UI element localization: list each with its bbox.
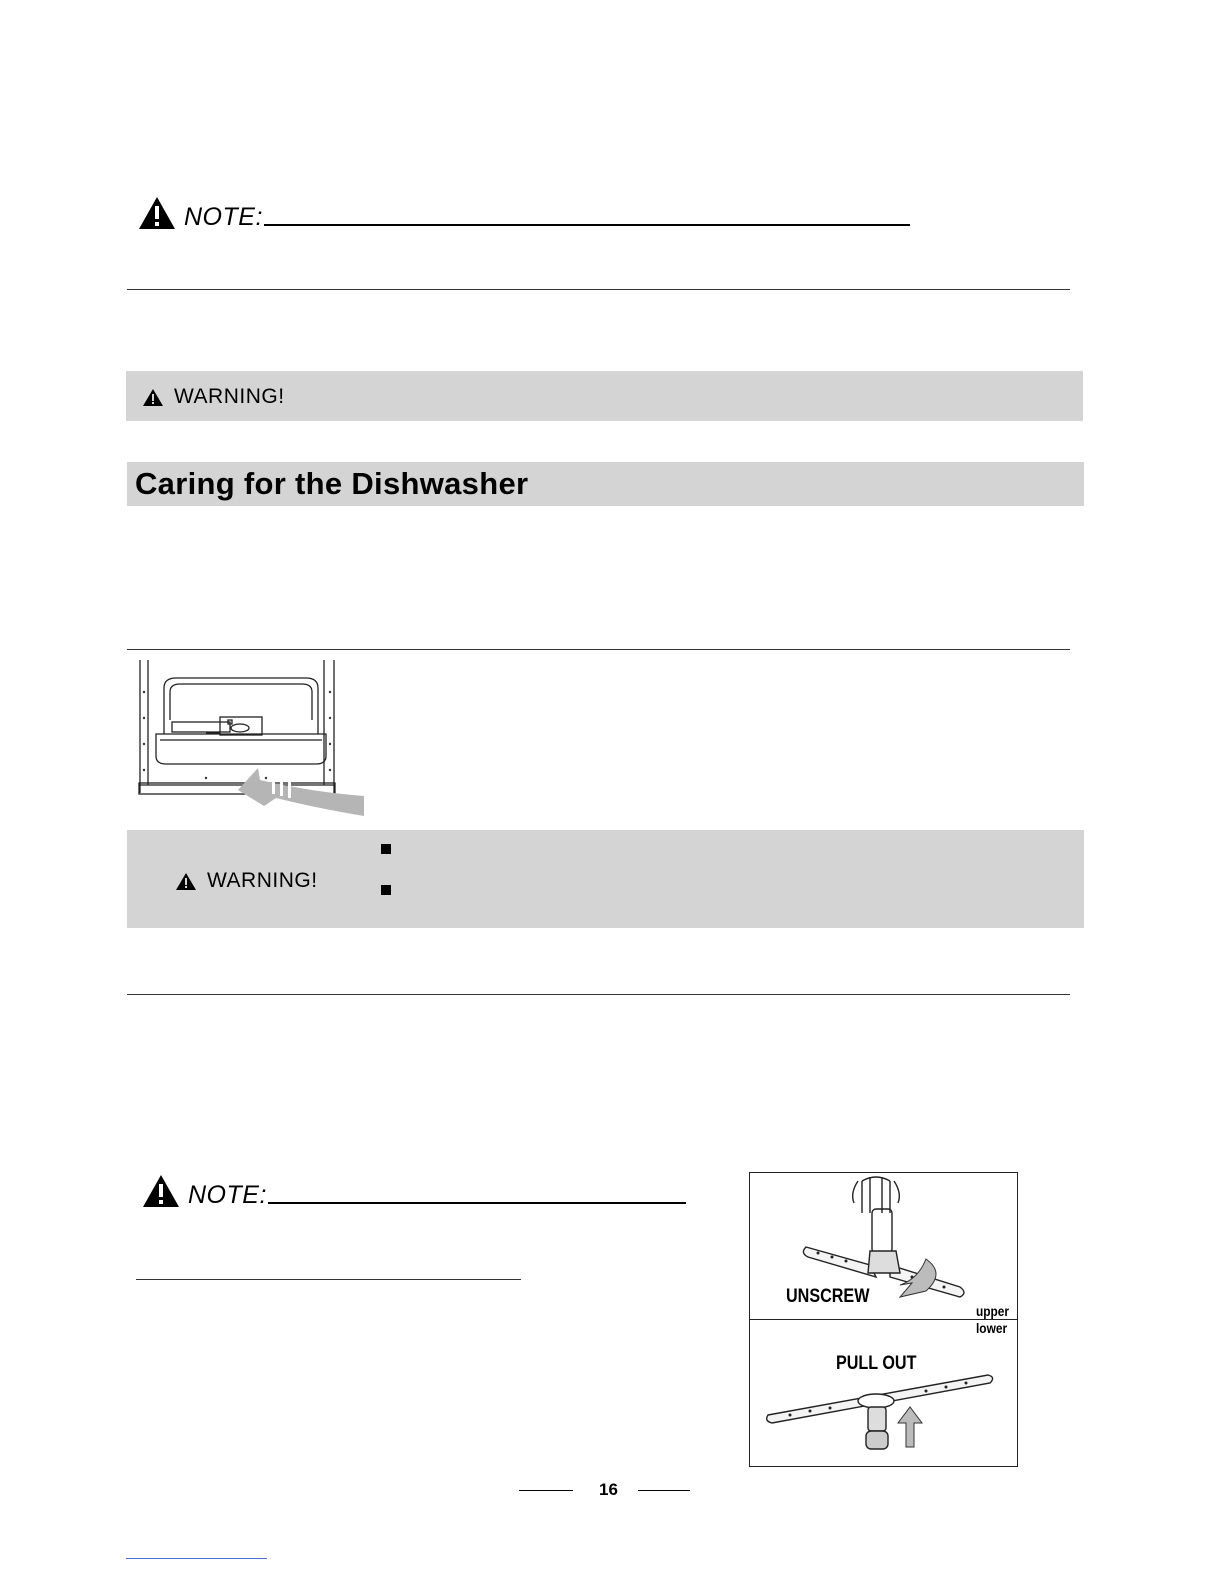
note-underline [264, 224, 910, 226]
divider [136, 1279, 521, 1280]
warning-band-2 [127, 830, 1084, 928]
warning-triangle-icon [175, 872, 197, 891]
section-header [127, 462, 1084, 506]
square-bullet-icon [381, 885, 391, 895]
page-number: 16 [599, 1480, 618, 1499]
unscrew-label: UNSCREW [786, 1286, 870, 1307]
warning-triangle-icon [138, 196, 176, 230]
pull-out-label: PULL OUT [836, 1353, 917, 1374]
divider [127, 649, 1070, 650]
warning-triangle-icon [142, 388, 164, 407]
footer-link-rule [126, 1558, 267, 1559]
lower-spray-arm-illustration [750, 1321, 1017, 1466]
section-title: Caring for the Dishwasher [135, 466, 529, 501]
warning-label: WARNING! [207, 869, 318, 892]
lower-label: lower [976, 1320, 1008, 1336]
upper-label: upper [976, 1303, 1010, 1319]
square-bullet-icon [381, 844, 391, 854]
page-number-rule [638, 1490, 690, 1491]
note-underline [268, 1202, 686, 1204]
warning-triangle-icon [142, 1174, 180, 1208]
spray-arm-figure [749, 1172, 1018, 1467]
page-number-rule [519, 1490, 573, 1491]
note-header-1 [138, 196, 263, 230]
note-header-2 [142, 1174, 267, 1208]
divider [127, 289, 1070, 290]
warning-label: WARNING! [174, 385, 285, 408]
up-arrow-icon [898, 1407, 922, 1447]
divider [127, 994, 1070, 995]
warning-header [175, 869, 318, 893]
arrow-left-icon [238, 768, 364, 816]
warning-band-1 [126, 371, 1083, 421]
note-label: NOTE: [184, 203, 263, 231]
warning-header [142, 385, 285, 409]
note-label: NOTE: [188, 1181, 267, 1209]
dishwasher-door-illustration [136, 660, 366, 820]
